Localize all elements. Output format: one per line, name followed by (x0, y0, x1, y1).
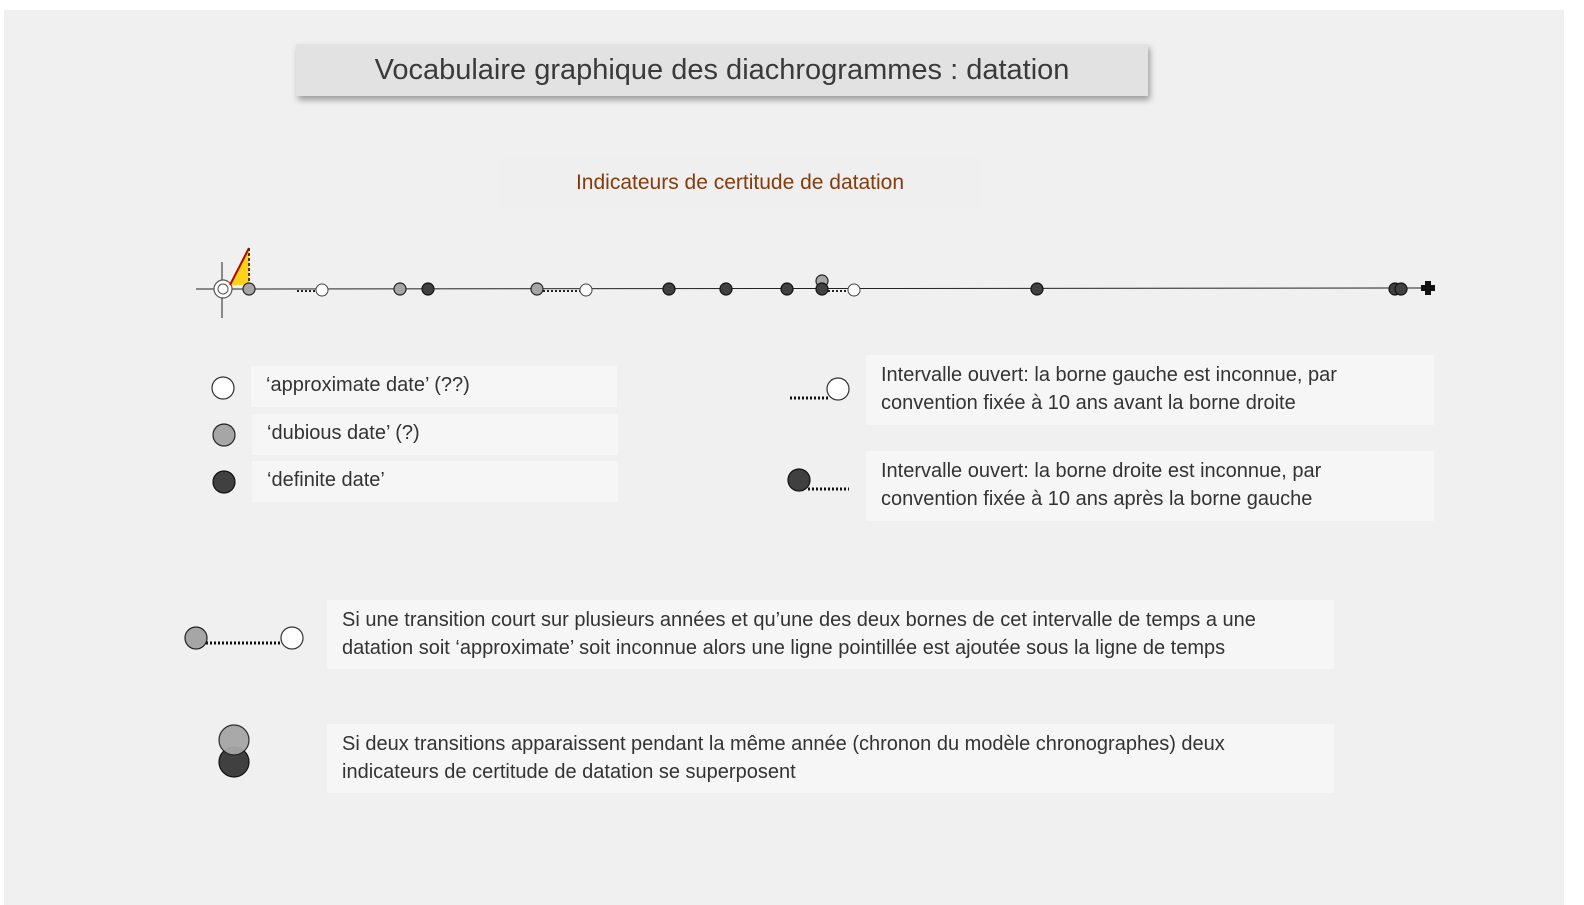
open-left-interval-box (866, 355, 1434, 425)
section-subtitle: Indicateurs de certitude de datation (575, 171, 905, 194)
legend-definite-label: ‘definite date’ (267, 469, 385, 491)
transition-interval-symbol (185, 627, 303, 649)
overlap-symbol (219, 725, 249, 777)
legend-approximate-symbol (212, 377, 234, 399)
legend-dubious-symbol (213, 424, 235, 446)
open-right-interval-symbol (788, 469, 849, 491)
open-left-interval-symbol (790, 378, 849, 400)
legend-definite-box (252, 461, 618, 502)
legend-dubious-label: ‘dubious date’ (?) (267, 422, 420, 444)
slide-title: Vocabulaire graphique des diachrogrammes : datation (374, 53, 1070, 86)
overlap-note-text: Si deux transitions apparaissent pendant la même année (chronon du modèle chronographes) deux indicateurs de certitude de datation se superposent (342, 733, 1225, 783)
legend-approximate-box (251, 366, 617, 407)
open-left-interval-label: Intervalle ouvert: la borne gauche est inconnue, par convention fixée à 10 ans avant la borne droite (881, 364, 1337, 414)
legend-approximate-label: ‘approximate date’ (??) (266, 374, 470, 396)
open-right-interval-box (866, 451, 1434, 521)
legend-dubious-box (252, 414, 618, 455)
transition-note-text: Si une transition court sur plusieurs années et qu’une des deux bornes de cet intervalle de temps a une datation soit ‘approximate’ soit inconnue alors une ligne pointillée est ajoutée sous la ligne de temps (342, 609, 1256, 659)
transition-note-box (327, 600, 1334, 669)
legend-definite-symbol (213, 471, 235, 493)
overlap-note-box (327, 724, 1334, 793)
open-right-interval-label: Intervalle ouvert: la borne droite est inconnue, par convention fixée à 10 ans après la borne gauche (881, 460, 1322, 510)
